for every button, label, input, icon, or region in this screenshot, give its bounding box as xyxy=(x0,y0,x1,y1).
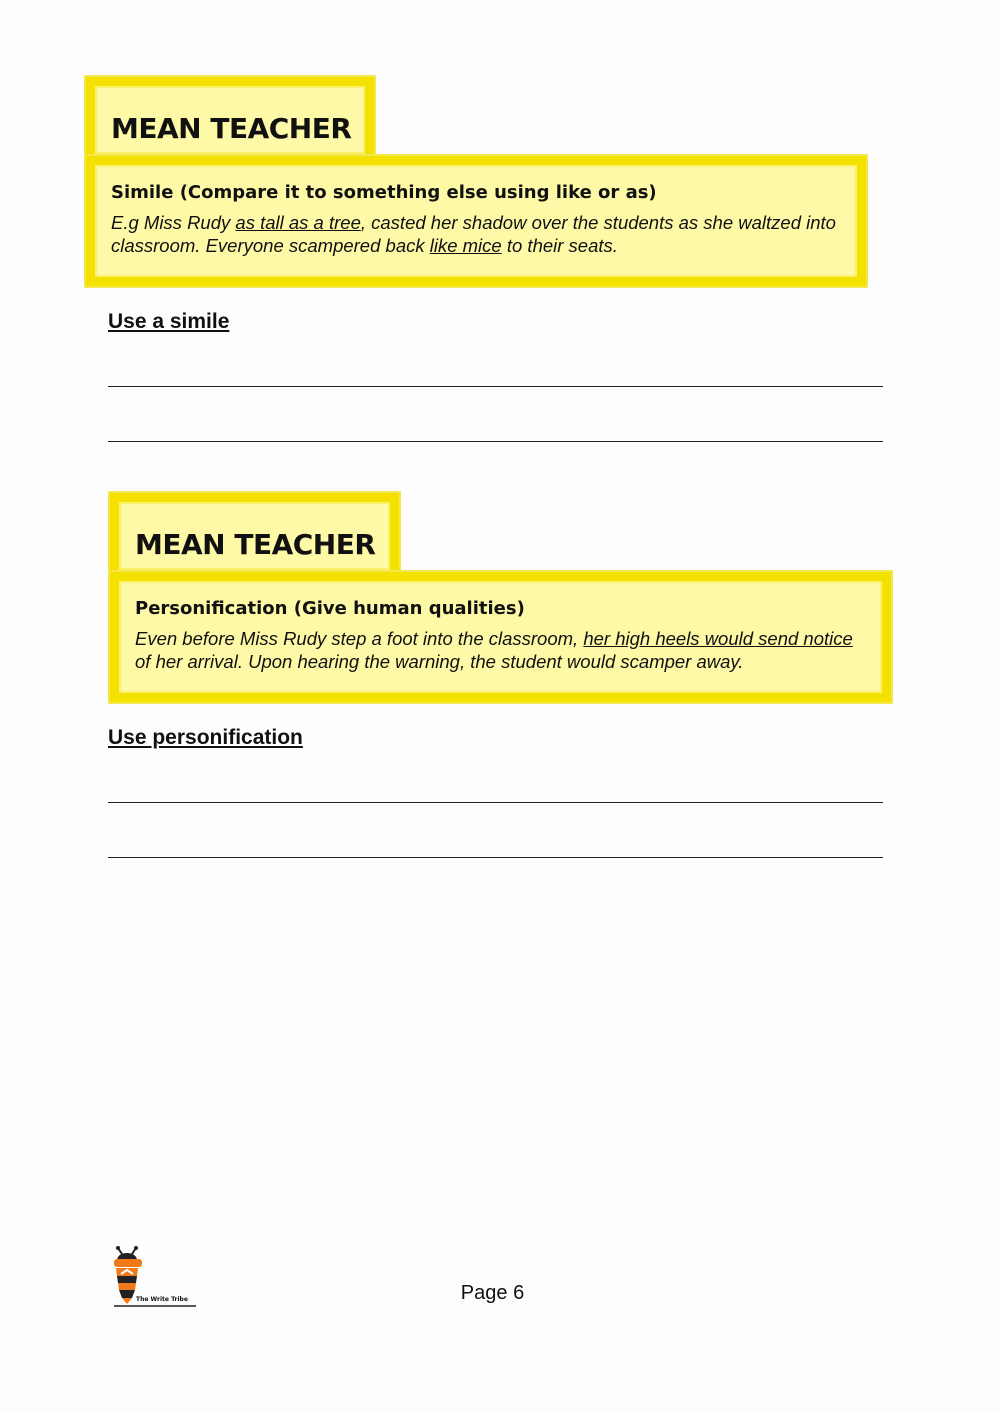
simile-answer-line-2[interactable] xyxy=(108,441,883,442)
personification-answer-line-1[interactable] xyxy=(108,802,883,803)
personification-prompt: Use personification xyxy=(108,726,303,749)
simile-box xyxy=(86,156,866,286)
personification-heading: Personification (Give human qualities) xyxy=(135,598,525,619)
personification-answer-line-2[interactable] xyxy=(108,857,883,858)
simile-answer-line-1[interactable] xyxy=(108,386,883,387)
simile-example: E.g Miss Rudy as tall as a tree, casted her shadow over the students as she waltzed into classroom. Everyone scampered back like mice to their seats. xyxy=(111,212,836,256)
simile-prompt: Use a simile xyxy=(108,310,230,333)
simile-heading: Simile (Compare it to something else using like or as) xyxy=(111,182,657,203)
personification-box xyxy=(110,572,891,702)
simile-tab xyxy=(86,77,374,163)
simile-tab-title: MEAN TEACHER xyxy=(111,112,352,145)
logo-text: The Write Tribe xyxy=(136,1296,188,1303)
personification-tab-title: MEAN TEACHER xyxy=(135,528,376,561)
page-number: Page 6 xyxy=(460,1282,525,1304)
personification-example: Even before Miss Rudy step a foot into the classroom, her high heels would send notice of her arrival. Upon hearing the warning, the student would scamper away. xyxy=(135,628,853,672)
personification-tab xyxy=(110,493,399,579)
